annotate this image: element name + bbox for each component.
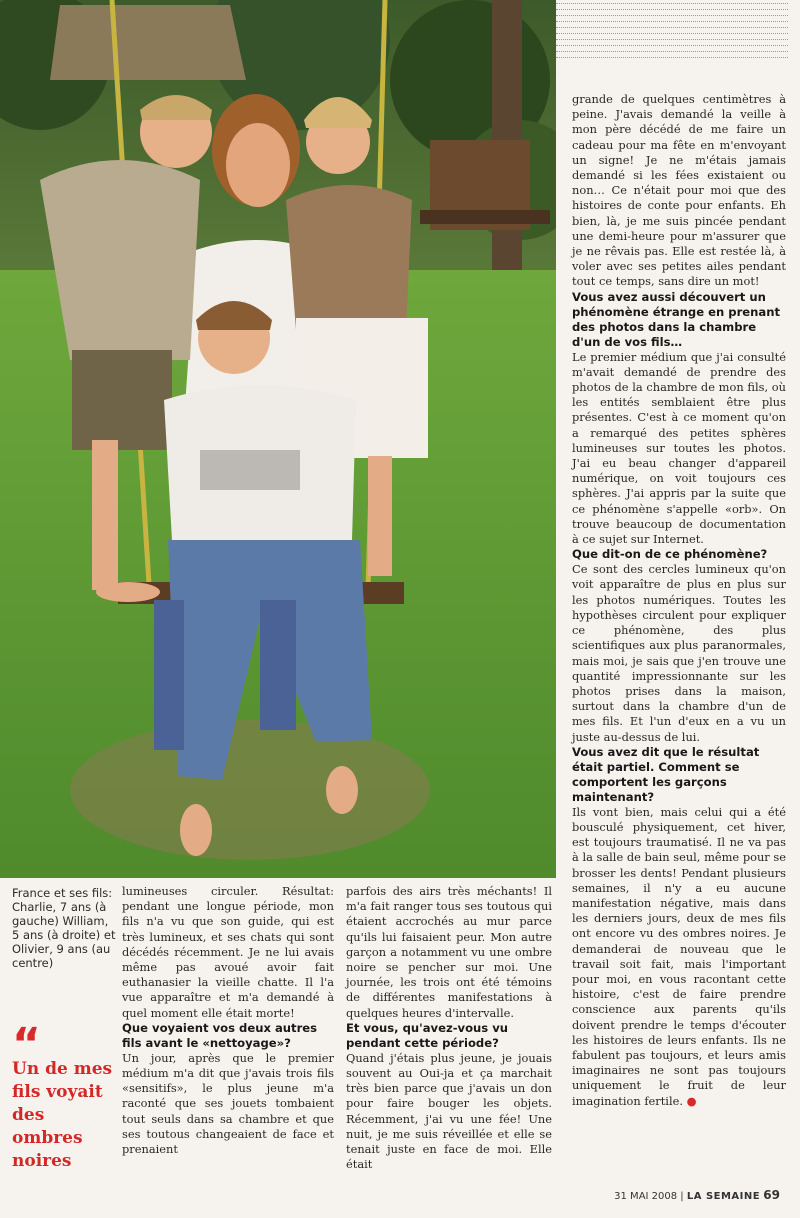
end-mark-icon: ●	[686, 1093, 697, 1108]
paragraph-text: Ils vont bien, mais celui qui a été bousculé physiquement, cet hiver, est toujours traumatisé. Il ne va pas à la salle de bain seul, même pour se brosser les dents! Pendant plusieurs semaines, il n'y a eu aucune manifestation négative, mais dans les derniers jours, deux de mes fils ont encore vu des ombres noires. Je demanderai de nouveau que le travail soit fait, mais l'important pour moi, en vous racontant cette histoire, c'est de faire prendre conscience aux parents qu'ils doivent prendre le temps d'écouter les histoires de leurs enfants. Ils ne fabulent pas toujours, et leurs amis imaginaires ne sont pas toujours uniquement le fruit de leur imagination fertile.	[572, 804, 786, 1108]
decorative-rules	[556, 0, 788, 62]
paragraph: Un jour, après que le premier médium m'a dit que j'avais trois fils «sensitifs», le plus jeune m'a raconté que ses jouets tombaient tout seuls dans sa chambre et que ses toutous changeaient de face et prenaient	[122, 1050, 334, 1157]
interview-question: Que dit-on de ce phénomène?	[572, 547, 768, 562]
paragraph: Ce sont des cercles lumineux qu'on voit apparaître de plus en plus sur les photos numériques. Toutes les hypothèses circulent pour expliquer ce phénomène, des plus scientifiques aux plus paranormales, mais moi, je sais que j'en trouve une quantité impressionnante sur les photos prises dans la maison, surtout dans la chambre d'un de mes fils. Et l'un d'eux en a vu un juste au-dessus de lui.	[572, 562, 786, 744]
issue-date: 31 MAI 2008	[614, 1191, 678, 1202]
page-number: 69	[763, 1188, 780, 1202]
pull-quote-text: Un de mes fils voyait des ombres noires	[12, 1059, 113, 1171]
interview-question: Que voyaient vos deux autres fils avant le «nettoyage»?	[122, 1020, 318, 1050]
article-column-2	[346, 884, 552, 1172]
paragraph: grande de quelques centimètres à peine. J'avais demandé la veille à mon père décédé de me faire un cadeau pour ma fête en m'envoyant un signe! Je ne m'étais jamais demandé si les fées existaient ou non… Ce n'était pour moi que des histoires de conte pour enfants. Eh bien, là, je me suis pincée pendant une demi-heure pour m'assurer que je ne rêvais pas. Elle est restée là, à voler avec ses petites ailes pendant tout ce temps, sans dire un mot!	[572, 92, 786, 289]
interview-question: Vous avez aussi découvert un phénomène étrange en prenant des photos dans la chambre d'un de vos fils…	[572, 289, 781, 349]
article-column-1	[122, 884, 334, 1157]
footer-separator: |	[680, 1191, 684, 1202]
photo-caption: France et ses fils: Charlie, 7 ans (à gauche) William, 5 ans (à droite) et Olivier, 9 ans (au centre)	[12, 886, 116, 970]
paragraph: Le premier médium que j'ai consulté m'avait demandé de prendre des photos de la chambre de mon fils, où les entités semblaient être plus présentes. C'est à ce moment qu'on a remarqué des petites sphères lumineuses sur toutes les photos. J'ai eu beau changer d'appareil numérique, on voit toujours ces sphères. J'ai appris par la suite que ce phénomène s'appelle «orb». On trouve beaucoup de documentation à ce sujet sur Internet.	[572, 349, 786, 547]
pull-quote-block	[12, 1019, 116, 1173]
quote-mark-icon: “	[12, 1019, 37, 1070]
page-footer	[614, 1188, 780, 1202]
interview-question: Vous avez dit que le résultat était partiel. Comment se comportent les garçons maintenant?	[572, 744, 760, 804]
article-column-3	[572, 92, 786, 1109]
paragraph: parfois des airs très méchants! Il m'a fait ranger tous ses toutous qui étaient accrochés au mur parce qu'ils lui faisaient peur. Mon autre garçon a notamment vu une ombre noire se pencher sur moi. Une journée, les trois ont été témoins de différentes manifestations à quelques heures d'intervalle.	[346, 884, 552, 1020]
interview-question: Et vous, qu'avez-vous vu pendant cette période?	[346, 1020, 509, 1050]
publication-name: LA SEMAINE	[686, 1191, 761, 1202]
paragraph-final	[572, 805, 786, 1109]
paragraph: Quand j'étais plus jeune, je jouais souvent au Oui-ja et ça marchait très bien parce que j'avais un don pour faire bouger les objets. Récemment, j'ai vu une fée! Une nuit, je me suis réveillée et elle se tenait juste en face de moi. Elle était	[346, 1050, 552, 1172]
paragraph: lumineuses circuler. Résultat: pendant une longue période, mon fils n'a vu que son guide, qui est très lumineux, et ses chats qui sont décédés récemment. Je ne lui avais même pas avoué avoir fait euthanasier la vieille chatte. Il l'a vue apparaître et m'a demandé à quel moment elle était morte!	[122, 884, 334, 1020]
